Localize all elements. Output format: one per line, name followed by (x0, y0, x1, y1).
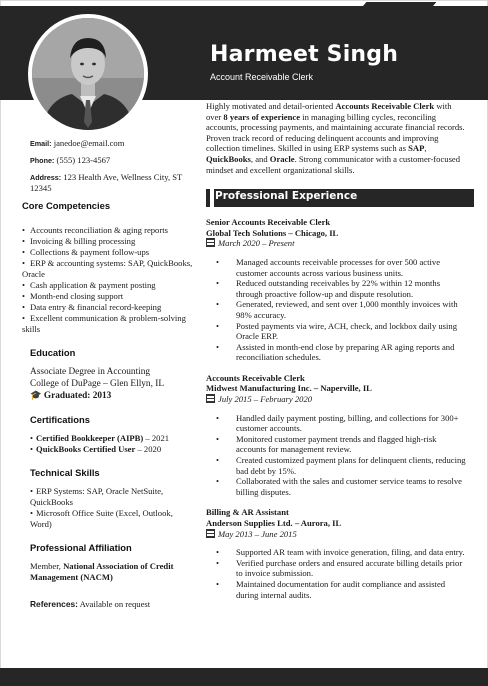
contact-address (30, 172, 194, 194)
references (30, 599, 194, 610)
job-bullets (216, 547, 468, 600)
list-item: • Collaborated with the sales and customer service teams to resolve billing disputes. (216, 476, 468, 497)
phone-label: Phone: (30, 156, 55, 165)
list-item: • Monitored customer payment trends and flagged high-risk accounts for management review. (216, 434, 468, 455)
affiliation-heading: Professional Affiliation (30, 542, 132, 553)
graduation-cap-icon: 🎓 (30, 391, 42, 401)
job-entry (206, 373, 468, 498)
references-label: References: (30, 599, 78, 609)
job-company: Global Tech Solutions – Chicago, IL (206, 227, 339, 238)
cert-year: – 2020 (135, 444, 162, 454)
candidate-title: Account Receivable Clerk (210, 72, 314, 82)
list-item: • Month-end closing support (22, 291, 194, 302)
job-bullets (216, 413, 468, 498)
list-item: • Invoicing & billing processing (22, 236, 194, 247)
affiliation-prefix: Member, (30, 561, 64, 571)
core-competencies-list (22, 225, 194, 335)
list-item (30, 444, 194, 455)
affiliation-org: National Association of Credit Management (NACM) (30, 561, 174, 582)
footer-band (0, 668, 488, 686)
job-role: Billing & AR Assistant (206, 507, 289, 518)
job-company: Midwest Manufacturing Inc. – Naperville, IL (206, 383, 372, 394)
address-value: 123 Health Ave, Wellness City, ST 12345 (30, 172, 183, 193)
technical-skills-list (30, 486, 194, 530)
list-item: • Verified purchase orders and ensured accurate billing details prior to invoice submission. (216, 558, 468, 579)
list-item: • ERP & accounting systems: SAP, QuickBooks, Oracle (22, 258, 194, 280)
right-column (206, 100, 468, 600)
list-item: • Managed accounts receivable processes for over 500 active customer accounts across various business units. (216, 257, 468, 278)
summary-emphasis: Accounts Receivable Clerk (335, 101, 435, 111)
cert-name: Certified Bookkeeper (AIPB) (36, 433, 144, 443)
list-item: • Collections & payment follow-ups (22, 247, 194, 258)
list-item: • Supported AR team with invoice generation, filing, and data entry. (216, 547, 468, 558)
experience-heading-bar (206, 189, 474, 207)
address-label: Address: (30, 173, 62, 182)
summary-text: Highly motivated and detail-oriented (206, 101, 336, 111)
list-item: • Reduced outstanding receivables by 22% within 12 months through proactive follow-up and dispute resolution. (216, 278, 468, 299)
education-entry (30, 366, 194, 402)
list-item: • Posted payments via wire, ACH, check, and lockbox daily using Oracle ERP. (216, 321, 468, 342)
summary-emphasis: SAP (408, 143, 425, 154)
summary-emphasis: 8 years of experience (223, 111, 301, 122)
certifications-list (30, 433, 194, 455)
job-dates-text: May 2013 – June 2015 (218, 528, 297, 539)
list-item: • Assisted in month-end close by preparing AR aging reports and reconciliation schedules. (216, 342, 468, 363)
job-bullets (216, 257, 468, 363)
experience-heading: Professional Experience (215, 190, 358, 203)
graduation (30, 390, 194, 402)
contact-email (30, 138, 194, 149)
list-item (30, 433, 194, 444)
core-competencies-heading: Core Competencies (22, 200, 111, 211)
candidate-name: Harmeet Singh (210, 42, 399, 67)
profile-photo (32, 18, 144, 130)
professional-summary (206, 101, 468, 175)
technical-skills-heading: Technical Skills (30, 467, 100, 478)
list-item: • Handled daily payment posting, billing, and collections for 300+ customer accounts. (216, 413, 468, 434)
phone-value: (555) 123-4567 (56, 155, 111, 165)
cert-year: – 2021 (143, 433, 170, 443)
cert-name: QuickBooks Certified User (36, 444, 136, 454)
list-item: • Excellent communication & problem-solving skills (22, 313, 194, 335)
email-label: Email: (30, 139, 52, 148)
summary-text: in managing billing cycles, reconciling accounts, processing payments, and maintaining accurate financial records. Proven track record of reducing delinquent accounts and improving collection timelines. Skilled in using ERP systems such as (206, 111, 465, 154)
job-dates (206, 529, 468, 540)
job-dates (206, 238, 468, 249)
job-entry (206, 507, 468, 600)
job-dates-text: March 2020 – Present (218, 238, 295, 249)
left-column (22, 138, 194, 610)
summary-text: with over (206, 101, 452, 122)
list-item: • Microsoft Office Suite (Excel, Outlook, Word) (30, 508, 194, 530)
job-role: Accounts Receivable Clerk (206, 372, 305, 383)
list-item: • Data entry & financial record-keeping (22, 302, 194, 313)
job-entry (206, 217, 468, 363)
job-dates-text: July 2015 – February 2020 (218, 394, 313, 405)
list-item: • Accounts reconciliation & aging reports (22, 225, 194, 236)
heading-accent (210, 189, 214, 207)
list-item: • Maintained documentation for audit compliance and assisted during internal audits. (216, 579, 468, 600)
summary-emphasis: QuickBooks (206, 153, 251, 164)
degree: Associate Degree in Accounting (30, 367, 151, 377)
list-item: • Cash application & payment posting (22, 280, 194, 291)
list-item: • Generated, reviewed, and sent over 1,000 monthly invoices with 98% accuracy. (216, 299, 468, 320)
calendar-icon (206, 238, 215, 247)
certifications-heading: Certifications (30, 414, 90, 425)
job-dates (206, 394, 468, 405)
job-role: Senior Accounts Receivable Clerk (206, 217, 331, 228)
list-item: • Created customized payment plans for delinquent clients, reducing bad debt by 15%. (216, 455, 468, 476)
summary-text: . Strong communicator with a customer-focused mindset and excellent organizational skills. (206, 153, 461, 175)
education-heading: Education (30, 347, 76, 358)
calendar-icon (206, 394, 215, 403)
summary-text: , (424, 143, 427, 154)
school: College of DuPage – Glen Ellyn, IL (30, 379, 165, 389)
graduation-text: Graduated: 2013 (43, 391, 112, 401)
summary-text: , and (250, 153, 270, 164)
references-value: Available on request (79, 599, 151, 609)
job-company: Anderson Supplies Ltd. – Aurora, IL (206, 518, 342, 528)
email-value[interactable]: janedoe@email.com (53, 138, 125, 148)
affiliation-text (30, 561, 194, 583)
list-item: • ERP Systems: SAP, Oracle NetSuite, QuickBooks (30, 486, 194, 508)
contact-phone (30, 155, 194, 166)
summary-emphasis: Oracle (269, 153, 295, 164)
calendar-icon (206, 529, 215, 538)
